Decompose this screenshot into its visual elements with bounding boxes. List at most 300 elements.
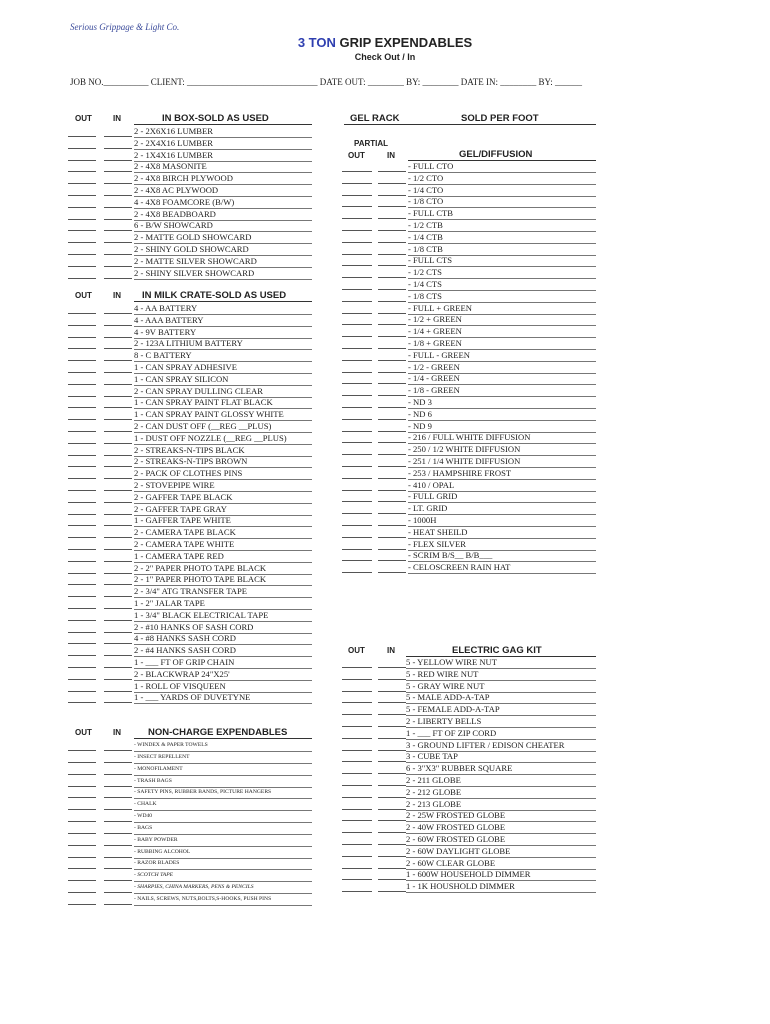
in-blank-field[interactable] xyxy=(378,525,406,526)
in-blank-field[interactable] xyxy=(104,254,132,255)
item-label: - WINDEX & PAPER TOWELS xyxy=(134,740,312,752)
item-label: - 1/2 CTB xyxy=(408,220,596,232)
out-blank-field[interactable] xyxy=(342,537,372,538)
in-blank-field[interactable] xyxy=(104,266,132,267)
in-blank-field[interactable] xyxy=(378,348,406,349)
in-blank-field[interactable] xyxy=(378,383,406,384)
out-blank-field[interactable] xyxy=(68,596,96,597)
out-blank-field[interactable] xyxy=(68,750,96,751)
out-blank-field[interactable] xyxy=(342,868,372,869)
col-in-header: IN xyxy=(113,291,121,300)
item-label: - MONOFILAMENT xyxy=(134,764,312,776)
in-blank-field[interactable] xyxy=(104,490,132,491)
out-blank-field[interactable] xyxy=(68,502,96,503)
in-blank-field[interactable] xyxy=(104,702,132,703)
out-blank-field[interactable] xyxy=(342,844,372,845)
out-blank-field[interactable] xyxy=(68,266,96,267)
in-blank-field[interactable] xyxy=(378,254,406,255)
out-blank-field[interactable] xyxy=(68,407,96,408)
out-blank-field[interactable] xyxy=(342,797,372,798)
in-blank-field[interactable] xyxy=(104,596,132,597)
in-blank-field[interactable] xyxy=(104,904,132,905)
in-blank-field[interactable] xyxy=(378,750,406,751)
out-blank-field[interactable] xyxy=(342,324,372,325)
out-blank-field[interactable] xyxy=(342,395,372,396)
in-blank-field[interactable] xyxy=(104,892,132,893)
in-blank-field[interactable] xyxy=(104,857,132,858)
item-label: - 1/8 + GREEN xyxy=(408,338,596,350)
out-blank-field[interactable] xyxy=(342,478,372,479)
item-label: 3 - CUBE TAP xyxy=(406,751,596,763)
in-blank-field[interactable] xyxy=(104,183,132,184)
item-label: - 1/4 + GREEN xyxy=(408,326,596,338)
in-blank-field[interactable] xyxy=(378,407,406,408)
in-blank-field[interactable] xyxy=(104,774,132,775)
in-blank-field[interactable] xyxy=(104,407,132,408)
item-label: 1 - CAN SPRAY SILICON xyxy=(134,374,312,386)
item-label: - CELOSCREEN RAIN HAT xyxy=(408,562,596,574)
in-blank-field[interactable] xyxy=(378,313,406,314)
out-blank-field[interactable] xyxy=(68,195,96,196)
item-label: 1 - ___ YARDS OF DUVETYNE xyxy=(134,692,312,704)
out-blank-field[interactable] xyxy=(68,655,96,656)
out-blank-field[interactable] xyxy=(68,360,96,361)
out-blank-field[interactable] xyxy=(342,206,372,207)
item-label: 2 - MATTE GOLD SHOWCARD xyxy=(134,232,312,244)
item-label: 2 - 123A LITHIUM BATTERY xyxy=(134,338,312,350)
in-blank-field[interactable] xyxy=(104,396,132,397)
in-blank-field[interactable] xyxy=(104,880,132,881)
in-blank-field[interactable] xyxy=(104,549,132,550)
out-blank-field[interactable] xyxy=(342,454,372,455)
item-label: - 1/8 CTO xyxy=(408,196,596,208)
in-blank-field[interactable] xyxy=(104,750,132,751)
item-label: 2 - GAFFER TAPE BLACK xyxy=(134,492,312,504)
in-blank-field[interactable] xyxy=(104,833,132,834)
item-label: 5 - MALE ADD-A-TAP xyxy=(406,692,596,704)
in-blank-field[interactable] xyxy=(378,667,406,668)
in-blank-field[interactable] xyxy=(104,643,132,644)
out-blank-field[interactable] xyxy=(68,242,96,243)
item-label: 2 - CAN DUST OFF (__REG __PLUS) xyxy=(134,421,312,433)
item-label: - 1/8 CTB xyxy=(408,244,596,256)
in-blank-field[interactable] xyxy=(378,195,406,196)
item-label: - SAFETY PINS, RUBBER BANDS, PICTURE HANGERS xyxy=(134,787,312,799)
in-blank-field[interactable] xyxy=(378,549,406,550)
in-blank-field[interactable] xyxy=(104,455,132,456)
item-label: 2 - SHINY SILVER SHOWCARD xyxy=(134,268,312,280)
item-label: - RUBBING ALCOHOL xyxy=(134,847,312,859)
in-blank-field[interactable] xyxy=(104,348,132,349)
in-blank-field[interactable] xyxy=(378,442,406,443)
out-blank-field[interactable] xyxy=(68,561,96,562)
in-blank-field[interactable] xyxy=(104,443,132,444)
col-out-header: OUT xyxy=(348,151,365,160)
item-label: - 1/8 CTS xyxy=(408,291,596,303)
out-blank-field[interactable] xyxy=(342,431,372,432)
out-blank-field[interactable] xyxy=(342,372,372,373)
out-blank-field[interactable] xyxy=(68,702,96,703)
in-blank-field[interactable] xyxy=(104,845,132,846)
out-blank-field[interactable] xyxy=(342,383,372,384)
section-gel-diffusion-title: GEL/DIFFUSION xyxy=(459,149,533,160)
out-blank-field[interactable] xyxy=(342,773,372,774)
in-blank-field[interactable] xyxy=(378,218,406,219)
out-blank-field[interactable] xyxy=(68,845,96,846)
item-label: 5 - GRAY WIRE NUT xyxy=(406,681,596,693)
page-subtitle: Check Out / In xyxy=(354,52,416,62)
in-blank-field[interactable] xyxy=(104,313,132,314)
item-label: - SCRIM B/S__ B/B___ xyxy=(408,550,596,562)
in-blank-field[interactable] xyxy=(104,809,132,810)
out-blank-field[interactable] xyxy=(68,667,96,668)
out-blank-field[interactable] xyxy=(342,442,372,443)
out-blank-field[interactable] xyxy=(68,490,96,491)
in-blank-field[interactable] xyxy=(104,691,132,692)
in-blank-field[interactable] xyxy=(378,879,406,880)
item-label: 2 - 60W FROSTED GLOBE xyxy=(406,834,596,846)
in-blank-field[interactable] xyxy=(378,336,406,337)
in-blank-field[interactable] xyxy=(378,277,406,278)
item-label: - LT. GRID xyxy=(408,503,596,515)
out-blank-field[interactable] xyxy=(68,584,96,585)
out-blank-field[interactable] xyxy=(68,691,96,692)
out-blank-field[interactable] xyxy=(68,857,96,858)
out-blank-field[interactable] xyxy=(342,265,372,266)
out-blank-field[interactable] xyxy=(342,195,372,196)
out-blank-field[interactable] xyxy=(342,761,372,762)
in-blank-field[interactable] xyxy=(104,762,132,763)
in-blank-field[interactable] xyxy=(378,466,406,467)
in-blank-field[interactable] xyxy=(104,537,132,538)
out-blank-field[interactable] xyxy=(68,608,96,609)
out-blank-field[interactable] xyxy=(342,691,372,692)
out-blank-field[interactable] xyxy=(68,833,96,834)
out-blank-field[interactable] xyxy=(68,549,96,550)
out-blank-field[interactable] xyxy=(68,514,96,515)
in-blank-field[interactable] xyxy=(378,809,406,810)
in-blank-field[interactable] xyxy=(378,797,406,798)
in-blank-field[interactable] xyxy=(378,891,406,892)
in-blank-field[interactable] xyxy=(378,490,406,491)
out-blank-field[interactable] xyxy=(342,301,372,302)
in-blank-field[interactable] xyxy=(104,514,132,515)
item-label: 2 - BLACKWRAP 24"X25' xyxy=(134,669,312,681)
in-blank-field[interactable] xyxy=(378,242,406,243)
out-blank-field[interactable] xyxy=(68,384,96,385)
in-blank-field[interactable] xyxy=(104,136,132,137)
out-blank-field[interactable] xyxy=(342,407,372,408)
item-label: 2 - 4X8 BEADBOARD xyxy=(134,209,312,221)
in-blank-field[interactable] xyxy=(378,856,406,857)
out-blank-field[interactable] xyxy=(68,762,96,763)
out-blank-field[interactable] xyxy=(68,230,96,231)
in-blank-field[interactable] xyxy=(104,148,132,149)
item-label: 2 - 212 GLOBE xyxy=(406,787,596,799)
out-blank-field[interactable] xyxy=(68,136,96,137)
in-blank-field[interactable] xyxy=(104,171,132,172)
item-label: 1 - CAN SPRAY ADHESIVE xyxy=(134,362,312,374)
in-blank-field[interactable] xyxy=(104,278,132,279)
out-blank-field[interactable] xyxy=(342,738,372,739)
in-blank-field[interactable] xyxy=(378,572,406,573)
item-label: 2 - 4X8 AC PLYWOOD xyxy=(134,185,312,197)
section-sold-per-foot-title: SOLD PER FOOT xyxy=(461,113,539,124)
in-blank-field[interactable] xyxy=(378,183,406,184)
section-milk-crate-title: IN MILK CRATE-SOLD AS USED xyxy=(142,290,287,301)
item-label: 2 - 1" PAPER PHOTO TAPE BLACK xyxy=(134,574,312,586)
out-blank-field[interactable] xyxy=(342,832,372,833)
in-blank-field[interactable] xyxy=(378,501,406,502)
out-blank-field[interactable] xyxy=(68,632,96,633)
in-blank-field[interactable] xyxy=(104,219,132,220)
in-blank-field[interactable] xyxy=(104,478,132,479)
out-blank-field[interactable] xyxy=(342,254,372,255)
in-blank-field[interactable] xyxy=(104,431,132,432)
in-blank-field[interactable] xyxy=(104,360,132,361)
out-blank-field[interactable] xyxy=(68,786,96,787)
in-blank-field[interactable] xyxy=(104,797,132,798)
out-blank-field[interactable] xyxy=(68,431,96,432)
out-blank-field[interactable] xyxy=(68,904,96,905)
in-blank-field[interactable] xyxy=(104,419,132,420)
out-blank-field[interactable] xyxy=(342,726,372,727)
in-blank-field[interactable] xyxy=(378,513,406,514)
in-blank-field[interactable] xyxy=(378,785,406,786)
item-label: - 251 / 1/4 WHITE DIFFUSION xyxy=(408,456,596,468)
out-blank-field[interactable] xyxy=(68,809,96,810)
in-blank-field[interactable] xyxy=(378,537,406,538)
item-label: 2 - 25W FROSTED GLOBE xyxy=(406,810,596,822)
out-blank-field[interactable] xyxy=(68,254,96,255)
item-label: - 1/4 CTB xyxy=(408,232,596,244)
in-blank-field[interactable] xyxy=(378,560,406,561)
out-blank-field[interactable] xyxy=(342,171,372,172)
in-blank-field[interactable] xyxy=(104,372,132,373)
out-blank-field[interactable] xyxy=(342,360,372,361)
out-blank-field[interactable] xyxy=(68,219,96,220)
in-blank-field[interactable] xyxy=(104,337,132,338)
item-label: 1 - ___ FT OF ZIP CORD xyxy=(406,728,596,740)
in-blank-field[interactable] xyxy=(378,679,406,680)
in-blank-field[interactable] xyxy=(378,761,406,762)
in-blank-field[interactable] xyxy=(378,691,406,692)
out-blank-field[interactable] xyxy=(342,809,372,810)
in-blank-field[interactable] xyxy=(378,360,406,361)
out-blank-field[interactable] xyxy=(342,513,372,514)
out-blank-field[interactable] xyxy=(68,537,96,538)
out-blank-field[interactable] xyxy=(342,183,372,184)
out-blank-field[interactable] xyxy=(342,549,372,550)
out-blank-field[interactable] xyxy=(342,714,372,715)
out-blank-field[interactable] xyxy=(68,348,96,349)
item-label: - WD40 xyxy=(134,811,312,823)
out-blank-field[interactable] xyxy=(342,218,372,219)
col-in-header: IN xyxy=(387,151,395,160)
in-blank-field[interactable] xyxy=(378,454,406,455)
out-blank-field[interactable] xyxy=(342,750,372,751)
item-label: - 1/2 CTO xyxy=(408,173,596,185)
in-blank-field[interactable] xyxy=(104,160,132,161)
in-blank-field[interactable] xyxy=(378,478,406,479)
out-blank-field[interactable] xyxy=(342,490,372,491)
in-blank-field[interactable] xyxy=(104,525,132,526)
in-blank-field[interactable] xyxy=(378,832,406,833)
in-blank-field[interactable] xyxy=(378,431,406,432)
out-blank-field[interactable] xyxy=(68,183,96,184)
item-label: 1 - 2" JALAR TAPE xyxy=(134,598,312,610)
company-name: Serious Grippage & Light Co. xyxy=(70,22,180,32)
out-blank-field[interactable] xyxy=(68,455,96,456)
in-blank-field[interactable] xyxy=(104,632,132,633)
item-label: - NAILS, SCREWS, NUTS,BOLTS,S-HOOKS, PUSH PINS xyxy=(134,894,312,906)
out-blank-field[interactable] xyxy=(68,620,96,621)
item-label: 2 - #10 HANKS OF SASH CORD xyxy=(134,622,312,634)
in-blank-field[interactable] xyxy=(378,230,406,231)
in-blank-field[interactable] xyxy=(104,466,132,467)
in-blank-field[interactable] xyxy=(104,584,132,585)
in-blank-field[interactable] xyxy=(378,324,406,325)
out-blank-field[interactable] xyxy=(68,774,96,775)
item-label: - FLEX SILVER xyxy=(408,539,596,551)
out-blank-field[interactable] xyxy=(68,821,96,822)
out-blank-field[interactable] xyxy=(68,868,96,869)
in-blank-field[interactable] xyxy=(104,679,132,680)
out-blank-field[interactable] xyxy=(68,892,96,893)
in-blank-field[interactable] xyxy=(378,738,406,739)
in-blank-field[interactable] xyxy=(104,868,132,869)
out-blank-field[interactable] xyxy=(68,573,96,574)
item-label: 2 - 2X6X16 LUMBER xyxy=(134,126,312,138)
out-blank-field[interactable] xyxy=(342,525,372,526)
out-blank-field[interactable] xyxy=(342,289,372,290)
in-blank-field[interactable] xyxy=(104,242,132,243)
item-label: - SCOTCH TAPE xyxy=(134,870,312,882)
item-label: - 253 / HAMPSHIRE FROST xyxy=(408,468,596,480)
item-label: 2 - STREAKS-N-TIPS BLACK xyxy=(134,445,312,457)
in-blank-field[interactable] xyxy=(104,325,132,326)
item-label: - BAGS xyxy=(134,823,312,835)
out-blank-field[interactable] xyxy=(68,278,96,279)
out-blank-field[interactable] xyxy=(68,160,96,161)
in-blank-field[interactable] xyxy=(104,502,132,503)
out-blank-field[interactable] xyxy=(342,820,372,821)
out-blank-field[interactable] xyxy=(342,277,372,278)
out-blank-field[interactable] xyxy=(68,396,96,397)
out-blank-field[interactable] xyxy=(68,313,96,314)
out-blank-field[interactable] xyxy=(68,148,96,149)
item-label: - FULL - GREEN xyxy=(408,350,596,362)
out-blank-field[interactable] xyxy=(342,501,372,502)
out-blank-field[interactable] xyxy=(342,702,372,703)
in-blank-field[interactable] xyxy=(104,384,132,385)
out-blank-field[interactable] xyxy=(342,313,372,314)
out-blank-field[interactable] xyxy=(342,336,372,337)
out-blank-field[interactable] xyxy=(342,667,372,668)
out-blank-field[interactable] xyxy=(68,797,96,798)
out-blank-field[interactable] xyxy=(342,891,372,892)
item-label: 2 - 40W FROSTED GLOBE xyxy=(406,822,596,834)
out-blank-field[interactable] xyxy=(68,443,96,444)
in-blank-field[interactable] xyxy=(378,301,406,302)
out-blank-field[interactable] xyxy=(342,419,372,420)
in-blank-field[interactable] xyxy=(378,773,406,774)
out-blank-field[interactable] xyxy=(342,466,372,467)
out-blank-field[interactable] xyxy=(68,325,96,326)
item-label: - ND 3 xyxy=(408,397,596,409)
title-text: GRIP EXPENDABLES xyxy=(339,35,473,50)
in-blank-field[interactable] xyxy=(378,395,406,396)
in-blank-field[interactable] xyxy=(378,868,406,869)
in-blank-field[interactable] xyxy=(378,702,406,703)
in-blank-field[interactable] xyxy=(104,573,132,574)
out-blank-field[interactable] xyxy=(68,337,96,338)
in-blank-field[interactable] xyxy=(378,206,406,207)
out-blank-field[interactable] xyxy=(342,560,372,561)
out-blank-field[interactable] xyxy=(342,230,372,231)
item-label: 4 - 9V BATTERY xyxy=(134,327,312,339)
item-label: 8 - C BATTERY xyxy=(134,350,312,362)
item-label: - 1/2 CTS xyxy=(408,267,596,279)
out-blank-field[interactable] xyxy=(68,207,96,208)
item-label: 2 - 4X8 BIRCH PLYWOOD xyxy=(134,173,312,185)
out-blank-field[interactable] xyxy=(68,171,96,172)
out-blank-field[interactable] xyxy=(342,856,372,857)
out-blank-field[interactable] xyxy=(342,242,372,243)
in-blank-field[interactable] xyxy=(378,726,406,727)
out-blank-field[interactable] xyxy=(342,572,372,573)
item-label: - 1/2 - GREEN xyxy=(408,362,596,374)
out-blank-field[interactable] xyxy=(68,419,96,420)
in-blank-field[interactable] xyxy=(104,786,132,787)
item-label: 2 - STOVEPIPE WIRE xyxy=(134,480,312,492)
out-blank-field[interactable] xyxy=(68,643,96,644)
section-non-charge-title: NON-CHARGE EXPENDABLES xyxy=(148,727,288,738)
in-blank-field[interactable] xyxy=(104,821,132,822)
in-blank-field[interactable] xyxy=(104,608,132,609)
out-blank-field[interactable] xyxy=(68,372,96,373)
out-blank-field[interactable] xyxy=(68,880,96,881)
out-blank-field[interactable] xyxy=(342,785,372,786)
in-blank-field[interactable] xyxy=(104,207,132,208)
out-blank-field[interactable] xyxy=(68,525,96,526)
in-blank-field[interactable] xyxy=(104,230,132,231)
out-blank-field[interactable] xyxy=(68,679,96,680)
in-blank-field[interactable] xyxy=(378,419,406,420)
out-blank-field[interactable] xyxy=(342,679,372,680)
item-label: 1 - DUST OFF NOZZLE (__REG __PLUS) xyxy=(134,433,312,445)
in-blank-field[interactable] xyxy=(104,620,132,621)
in-blank-field[interactable] xyxy=(378,372,406,373)
in-blank-field[interactable] xyxy=(378,820,406,821)
out-blank-field[interactable] xyxy=(68,478,96,479)
out-blank-field[interactable] xyxy=(342,879,372,880)
item-label: - 1000H xyxy=(408,515,596,527)
col-partial-header: PARTIAL xyxy=(354,139,389,148)
item-label: 2 - 2" PAPER PHOTO TAPE BLACK xyxy=(134,563,312,575)
in-blank-field[interactable] xyxy=(378,289,406,290)
out-blank-field[interactable] xyxy=(342,348,372,349)
in-blank-field[interactable] xyxy=(378,265,406,266)
in-blank-field[interactable] xyxy=(104,195,132,196)
in-blank-field[interactable] xyxy=(104,667,132,668)
in-blank-field[interactable] xyxy=(378,714,406,715)
in-blank-field[interactable] xyxy=(104,561,132,562)
in-blank-field[interactable] xyxy=(378,844,406,845)
in-blank-field[interactable] xyxy=(104,655,132,656)
out-blank-field[interactable] xyxy=(68,466,96,467)
in-blank-field[interactable] xyxy=(378,171,406,172)
